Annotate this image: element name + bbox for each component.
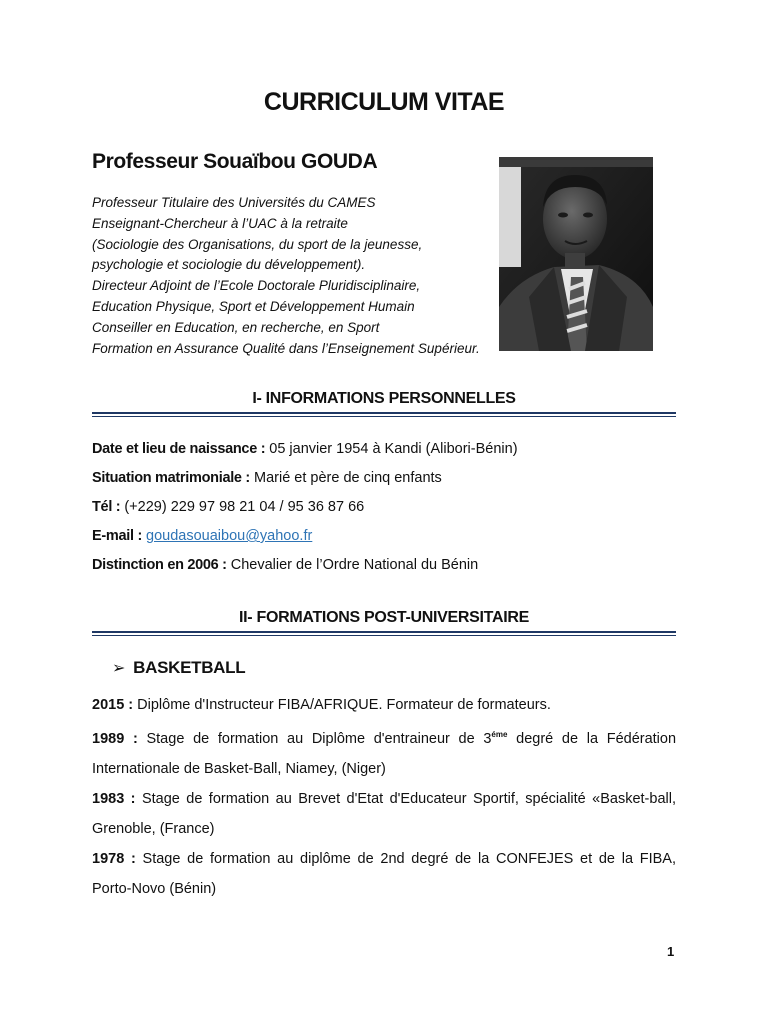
entry-text: Stage de formation au Brevet d'Etat d'Educateur Sportif, spécialité «Basket-ball, Grenoble, (France): [92, 791, 676, 837]
title-line: Directeur Adjoint de l’Ecole Doctorale Pluridisciplinaire,: [92, 278, 421, 294]
training-entry: [92, 784, 676, 844]
training-entries: [92, 690, 676, 904]
info-label: Tél :: [92, 499, 121, 515]
entry-text: degré de la Fédération Internationale de Basket-Ball, Niamey, (Niger): [92, 731, 677, 777]
subheading-basketball: [112, 658, 245, 678]
info-value: 05 janvier 1954 à Kandi (Alibori-Bénin): [269, 441, 518, 457]
title-line: psychologie et sociologie du développement).: [92, 257, 366, 273]
personal-info-list: [92, 441, 692, 586]
title-line: Formation en Assurance Qualité dans l’Enseignement Supérieur.: [92, 340, 480, 356]
subheading-label: BASKETBALL: [133, 658, 246, 677]
entry-text: Stage de formation au Diplôme d'entraineur de 3: [146, 731, 492, 747]
title-line: Enseignant-Chercheur à l’UAC à la retraite: [92, 215, 348, 231]
professional-titles: [92, 193, 492, 359]
title-line: Conseiller en Education, en recherche, en Sport: [92, 319, 380, 335]
info-value: (+229) 229 97 98 21 04 / 95 36 87 66: [124, 499, 365, 515]
section-divider-thin: [92, 635, 676, 636]
entry-year: 2015 :: [92, 697, 134, 713]
info-value: Marié et père de cinq enfants: [254, 470, 442, 486]
entry-year: 1978 :: [92, 851, 136, 867]
title-line: Education Physique, Sport et Développement Humain: [92, 298, 415, 314]
entry-text: Diplôme d'Instructeur FIBA/AFRIQUE. Formateur de formateurs.: [137, 697, 551, 713]
section-heading-personal-info: I- INFORMATIONS PERSONNELLES: [252, 390, 516, 407]
info-row-email: [92, 528, 692, 557]
entry-year: 1989 :: [92, 731, 138, 747]
section-divider: [92, 412, 676, 414]
entry-text: Stage de formation au diplôme de 2nd degré de la CONFEJES et de la FIBA, Porto-Novo (Bénin): [92, 851, 676, 897]
title-line: (Sociologie des Organisations, du sport de la jeunesse,: [92, 236, 423, 252]
info-row-phone: [92, 499, 692, 528]
title-line: Professeur Titulaire des Universités du CAMES: [92, 195, 376, 210]
training-entry: [92, 720, 676, 784]
page-title: CURRICULUM VITAE: [263, 88, 505, 116]
entry-year: 1983 :: [92, 791, 136, 807]
portrait-illustration: [499, 157, 653, 351]
section-heading-training: II- FORMATIONS POST-UNIVERSITAIRE: [239, 609, 529, 626]
arrow-bullet-icon: ➢: [112, 660, 126, 677]
info-value: Chevalier de l’Ordre National du Bénin: [230, 557, 479, 573]
info-label: E-mail :: [92, 528, 142, 544]
info-label: Date et lieu de naissance :: [92, 441, 266, 457]
page-number: 1: [667, 944, 675, 959]
info-label: Distinction en 2006 :: [92, 557, 227, 573]
superscript: éme: [491, 730, 508, 739]
person-name: Professeur Souaïbou GOUDA: [92, 150, 378, 173]
info-row-birth: [92, 441, 692, 470]
section-divider: [92, 631, 676, 633]
portrait-photo: [499, 157, 653, 351]
section-divider-thin: [92, 416, 676, 417]
training-entry: [92, 844, 676, 904]
info-row-marital: [92, 470, 692, 499]
training-entry: [92, 690, 676, 720]
info-label: Situation matrimoniale :: [92, 470, 250, 486]
info-row-distinction: [92, 557, 692, 586]
email-link[interactable]: goudasouaibou@yahoo.fr: [146, 528, 313, 544]
